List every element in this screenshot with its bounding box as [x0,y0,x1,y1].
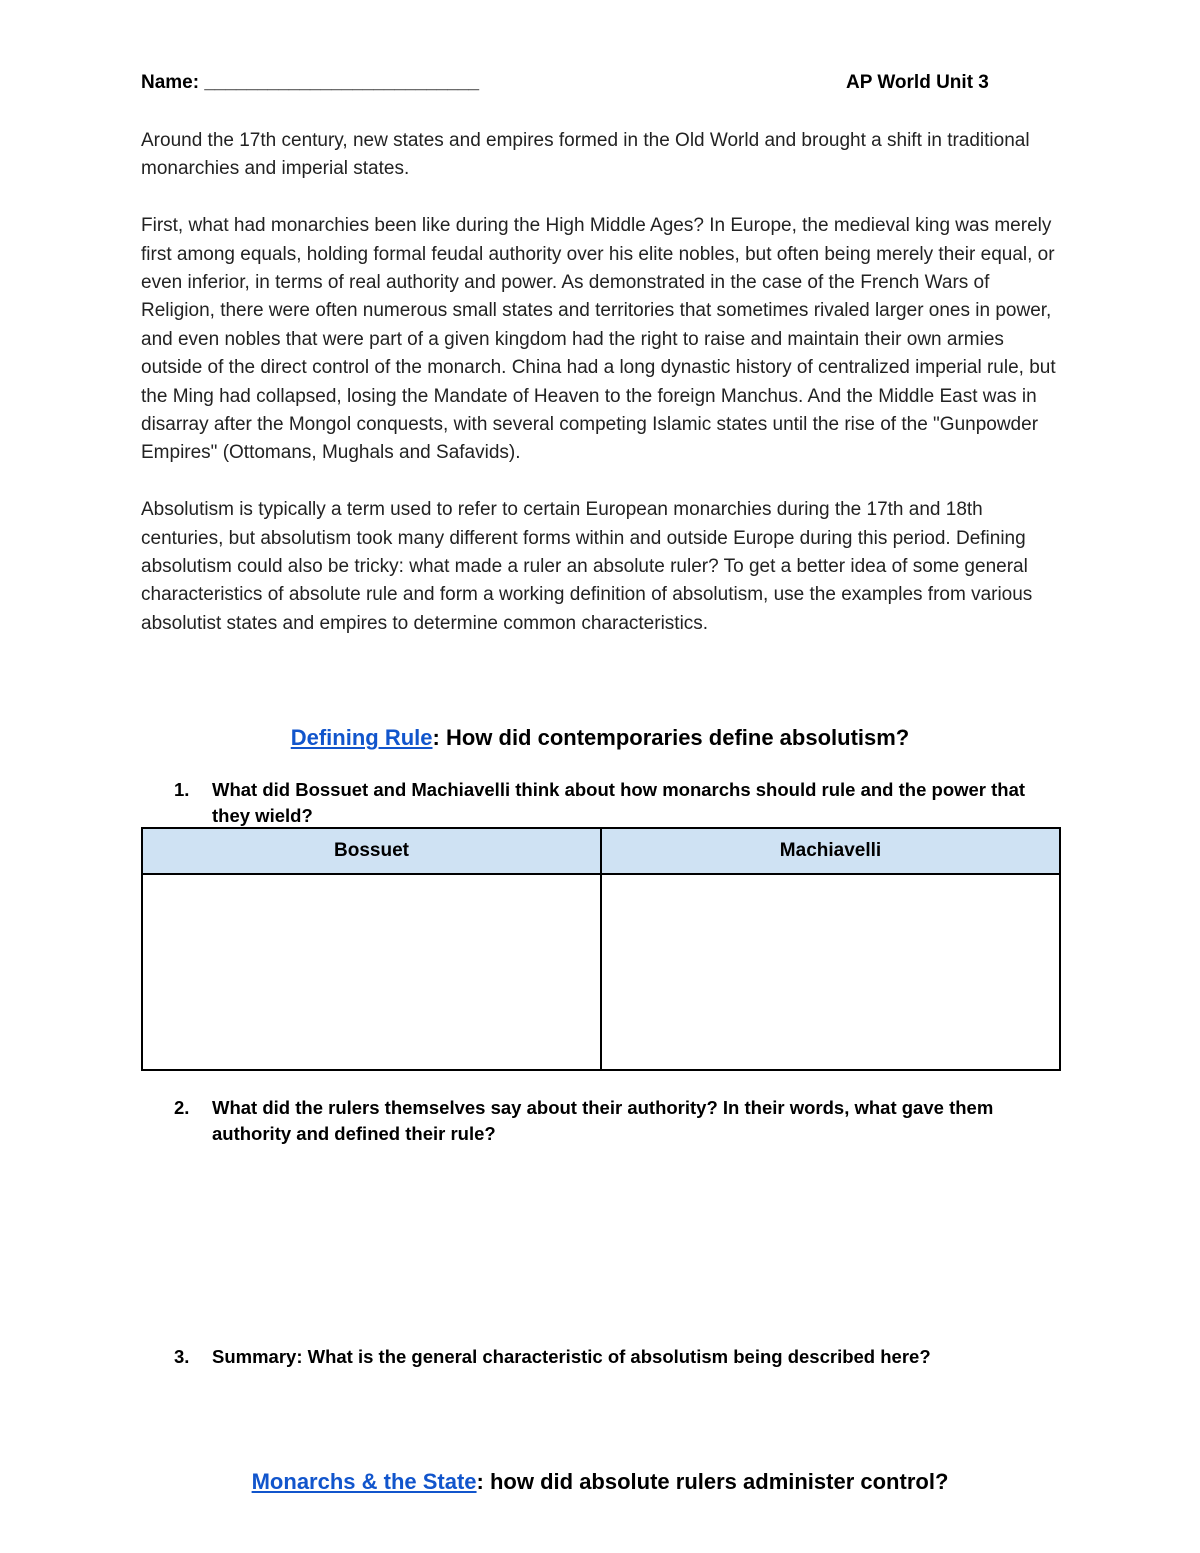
defining-rule-link[interactable]: Defining Rule [290,725,433,750]
course-title: AP World Unit 3 [846,72,989,93]
question-number: 3. [174,1346,190,1367]
monarchs-state-link[interactable]: Monarchs & the State [251,1469,477,1494]
question-text: What did the rulers themselves say about their authority? In their words, what gave them authority and defined their rule? [212,1097,994,1144]
answer-area-3[interactable] [212,1378,1062,1458]
question-text: What did Bossuet and Machiavelli think about how monarchs should rule and the power that they wield? [212,779,1026,826]
comparison-table [141,827,1061,1071]
intro-paragraph-3: Absolutism is typically a term used to refer to certain European monarchies during the 17th and 18th centuries, but absolutism took many different forms within and outside Europe during this period. Defining absolutism could also be tricky: what made a ruler an absolute ruler? To get a better idea of some general characteristics of absolute rule and form a working definition of absolutism, use the examples from various absolutist states and empires to determine common characteristics. [141,499,1033,634]
section-heading-defining-rule [0,725,1200,751]
intro-paragraph-1: Around the 17th century, new states and empires formed in the Old World and brought a shift in traditional monarchies and imperial states. [141,130,1030,180]
section-heading-text: : how did absolute rulers administer control? [476,1469,949,1494]
question-text: Summary: What is the general characteristic of absolutism being described here? [212,1346,931,1367]
question-number: 2. [174,1097,190,1118]
section-heading-monarchs-state [0,1469,1200,1495]
question-1 [174,777,1064,829]
table-header-machiavelli: Machiavelli [601,828,1060,874]
question-2 [174,1095,1064,1147]
intro-section [141,127,1066,638]
answer-cell-bossuet[interactable] [142,874,601,1070]
question-3 [174,1344,1064,1370]
name-field-label[interactable]: Name: __________________________ [141,72,480,93]
answer-cell-machiavelli[interactable] [601,874,1060,1070]
answer-area-2[interactable] [212,1155,1062,1335]
question-number: 1. [174,779,190,800]
section-heading-text: : How did contemporaries define absolutism? [432,725,910,750]
intro-paragraph-2: First, what had monarchies been like during the High Middle Ages? In Europe, the medieval king was merely first among equals, holding formal feudal authority over his elite nobles, but often being merely their equal, or even inferior, in terms of real authority and power. As demonstrated in the case of the French Wars of Religion, there were often numerous small states and territories that sometimes rivaled larger ones in power, and even nobles that were part of a given kingdom had the right to raise and maintain their own armies outside of the direct control of the monarch. China had a long dynastic history of centralized imperial rule, but the Ming had collapsed, losing the Mandate of Heaven to the foreign Manchus. And the Middle East was in disarray after the Mongol conquests, with several competing Islamic states until the rise of the "Gunpowder Empires" (Ottomans, Mughals and Safavids). [141,215,1056,464]
table-header-bossuet: Bossuet [142,828,601,874]
